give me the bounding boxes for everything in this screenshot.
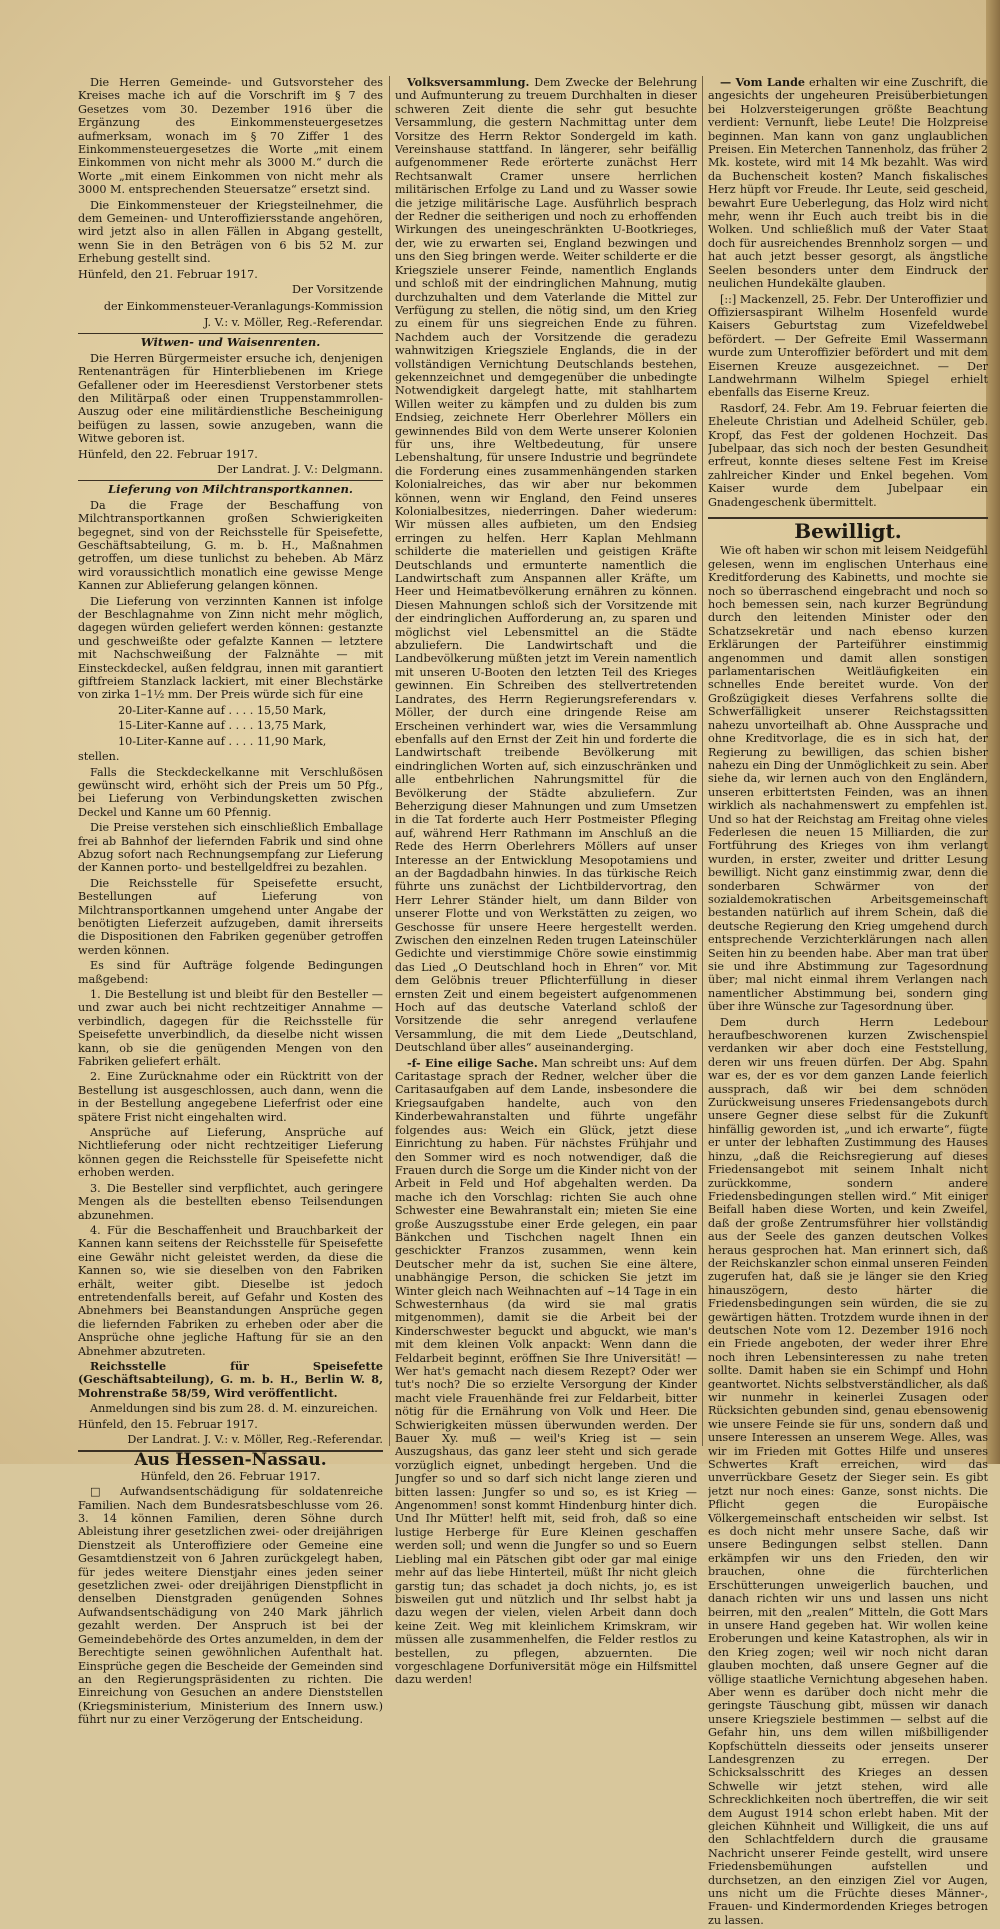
- article: [708, 76, 988, 291]
- paragraph: Falls die Steckdeckelkanne mit Verschlußösen gewünscht wird, erhöht sich der Preis um 50 Pfg., bei Lieferung von Verbindungsketten zwischen Deckel und Kanne um 60 Pfennig.: [78, 765, 383, 819]
- paragraph: Anmeldungen sind bis zum 28. d. M. einzureichen.: [90, 1402, 378, 1416]
- dateline: Hünfeld, den 22. Februar 1917.: [78, 447, 258, 461]
- section-heading: Aus Hessen-Nassau.: [78, 1450, 383, 1467]
- paragraph: 3. Die Besteller sind verpflichtet, auch geringere Mengen als die bestellten ebenso Teilsendungen abzunehmen.: [78, 1181, 383, 1222]
- signature: Der Vorsitzende: [292, 283, 383, 297]
- paragraph: Ansprüche auf Lieferung, Ansprüche auf Nichtlieferung oder nicht rechtzeitiger Lieferung können gegen die Reichsstelle für Speisefette nicht erhoben werden.: [78, 1126, 383, 1180]
- paragraph: Die Herren Bürgermeister ersuche ich, denjenigen Rentenanträgen für Hinterbliebenen im Kriege Gefallener oder im Heeresdienst Verstorbener stets den Militärpaß oder einen Truppenstammrollen-Auszug oder eine militärdienstliche Bescheinigung beifügen zu lassen, sowie anzugeben, wann die Witwe geboren ist.: [78, 351, 383, 446]
- dateline: Hünfeld, den 15. Februar 1917.: [78, 1417, 258, 1431]
- signature: J. V.: v. Möller, Reg.-Referendar.: [203, 315, 383, 329]
- signature: der Einkommensteuer-Veranlagungs-Kommission: [103, 299, 383, 313]
- paragraph: Es sind für Aufträge folgende Bedingungen maßgebend:: [78, 959, 383, 986]
- price-line: 20-Liter-Kanne auf . . . . 15,50 Mark,: [118, 703, 327, 717]
- paragraph: Die Reichsstelle für Speisefette ersucht, Bestellungen auf Lieferung von Milchtransportkannen umgehend unter Angabe der benötigten Lieferzeit aufzugeben, damit ihrerseits die Dispositionen den Fabriken gegenüber getroffen werden können.: [78, 876, 383, 957]
- dateline: Hünfeld, den 21. Februar 1917.: [78, 267, 258, 281]
- dateline: Hünfeld, den 26. Februar 1917.: [140, 1469, 321, 1483]
- article-body: Dem Zwecke der Belehrung und Aufmunterung zu treuem Durchhalten in dieser schweren Zeit diente die sehr gut besuchte Versammlung, die gestern Nachmittag unter dem Vorsitze des Herrn Rektor Sondergeld im kath. Vereinshause stattfand. In längerer, sehr beifällig aufgenommener Rede erörterte zunächst Herr Rechtsanwalt Cramer unsere herrlichen militärischen Erfolge zu Land und zu Wasser sowie die jetzige militärische Lage. Ausführlich besprach der Redner die seitherigen und noch zu erhoffenden Wirkungen des uneingeschränkten U-Bootkrieges, der, wie zu erwarten sei, England bezwingen und uns den Sieg bringen werde. Weiter schilderte er die Kriegsziele unserer Feinde, namentlich Englands und schloß mit der eindringlichen Mahnung, mutig durchzuhalten und dem Vaterlande die Mittel zur Verfügung zu stellen, die nötig sind, um den Krieg zu einem für uns siegreichen Ende zu führen. Nachdem auch der Vorsitzende die geradezu wahnwitzigen Kriegsziele Englands, die in der vollständigen Vernichtung Deutschlands bestehen, gekennzeichnet und demgegenüber die unbedingte Notwendigkeit dargelegt hatte, mit stahlhartem Willen weiter zu kämpfen und zu dulden bis zum Endsieg, zeichnete Herr Oberlehrer Möllers ein gewinnendes Bild von dem Werte unserer Kolonien für uns, ihre Weltbedeutung, für unsere Lebenshaltung, für unsere Industrie und begründete die Forderung eines zusammenhängenden starken Kolonialreiches, das wir aber nur bekommen können, wenn wir England, den Feind unseres Kolonialbesitzes, niederringen. Daher wiederum: Wir müssen alles aufbieten, um den Endsieg erringen zu helfen. Herr Kaplan Mehlmann schilderte die materiellen und geistigen Kräfte Deutschlands und ermunterte namentlich die Landwirtschaft zum Anspannen aller Kräfte, um Heer und Heimatbevölkerung ernähren zu können. Diesen Mahnungen schloß sich der Vorsitzende mit der eindringlichen Aufforderung an, zu sparen und möglichst viel Lebensmittel an die Städte abzuliefern. Die Landwirtschaft und die Landbevölkerung müßten jetzt im Verein namentlich mit unseren U-Booten den letzten Teil des Krieges gewinnen. Ein Schreiben des stellvertretenden Landrates, des Herrn Regierungsreferendars v. Möller, der durch eine dringende Reise am Erscheinen verhindert war, wies die Versammlung ebenfalls auf den Ernst der Zeit hin und forderte die Landwirtschaft treibende Bevölkerung mit eindringlichen Worten auf, sich einzuschränken und alle entbehrlichen Nahrungsmittel für die Bevölkerung der Städte abzuliefern. Zur Beherzigung dieser Mahnungen und zum Umsetzen in die Tat forderte auch Herr Postmeister Pfleging auf, während Herr Rathmann im Anschluß an die Rede des Herrn Oberlehrers Möllers auf unser Interesse an der Entwicklung Mesopotamiens und an der Bagdadbahn hinwies. In das türkische Reich führte uns zunächst der Lichtbildervortrag, den Herr Lehrer Ständer hielt, um dann Bilder von unserer Flotte und von Werkstätten zu zeigen, wo Geschosse für unsere Heere hergestellt werden. Zwischen den einzelnen Reden trugen Lateinschüler Gedichte und vierstimmige Chöre sowie einstimmig das Lied „O Deutschland hoch in Ehren“ vor. Mit dem Gelöbnis treuer Pflichterfüllung in dieser ernsten Zeit und einem begeistert aufgenommenen Hoch auf das deutsche Vaterland schloß der Vorsitzende die sehr anregend verlaufene Versammlung, die mit dem Liede „Deutschland, Deutschland über alles“ auseinanderging.: [395, 76, 697, 1055]
- column-rule: [702, 76, 703, 1446]
- paragraph: [::] Mackenzell, 25. Febr. Der Unteroffizier und Offiziersaspirant Wilhelm Hosenfeld wurde Kaisers Geburtstag zum Vizefeldwebel befördert. — Der Gefreite Emil Wassermann wurde zum Unteroffizier befördert und mit dem Eisernen Kreuze ausgezeichnet. — Der Landwehrmann Wilhelm Spiegel erhielt ebenfalls das Eiserne Kreuz.: [708, 292, 988, 400]
- paragraph: stellen.: [78, 750, 120, 764]
- paragraph: Die Preise verstehen sich einschließlich Emballage frei ab Bahnhof der liefernden Fabrik und sind ohne Abzug sofort nach Rechnungsempfang zur Lieferung der Kannen porto- und bestellgeldfrei zu bezahlen.: [78, 821, 383, 875]
- paragraph: Die Einkommensteuer der Kriegsteilnehmer, die dem Gemeinen- und Unteroffiziersstande angehören, wird jetzt also in allen Fällen in Abgang gestellt, wenn Sie in den Beträgen von 6 bis 52 M. zur Erhebung gestellt sind.: [78, 198, 383, 266]
- column-2: [395, 76, 697, 1689]
- signature: Der Landrat. J. V.: v. Möller, Reg.-Referendar.: [127, 1433, 383, 1446]
- price-line: 10-Liter-Kanne auf . . . . 11,90 Mark,: [118, 734, 327, 748]
- article-body: erhalten wir eine Zuschrift, die angesichts der ungeheuren Preisüberbietungen bei Holzversteigerungen größte Beachtung verdient: Vernunft, liebe Leute! Die Holzpreise beginnen. Man kann von ganz unglaublichen Preisen. Ein Meterchen Tannenholz, das früher 2 Mk. kostete, wird mit 14 Mk bezahlt. Was wird da Buchenscheit kosten? Manch fiskalisches Herz hüpft vor Freude. Ihr Leute, seid gescheid, bewahrt Eure Ueberlegung, das Holz wird nicht mehr, wenn ihr Euch auch treibt bis in die Wolken. Und schließlich muß der Vater Staat doch für ausreichendes Brennholz sorgen — und hat auch jetzt besser gesorgt, als ängstliche Seelen besonders unter dem Eindruck der neulichen Hundekälte glauben.: [708, 76, 988, 291]
- article-lead: -f- Eine eilige Sache.: [407, 1055, 538, 1070]
- paragraph: Rasdorf, 24. Febr. Am 19. Februar feierten die Eheleute Christian und Adelheid Schüler, geb. Kropf, das Fest der goldenen Hochzeit. Das Jubelpaar, das sich noch der besten Gesundheit erfreut, konnte dieses seltene Fest im Kreise zahlreicher Kinder und Enkel begehen. Vom Kaiser wurde dem Jubelpaar ein Gnadengeschenk übermittelt.: [708, 401, 988, 509]
- paragraph: Die Lieferung von verzinnten Kannen ist infolge der Beschlagnahme von Zinn nicht mehr möglich, dagegen würden geliefert werden können: gestanzte und geschweißte oder gefalzte Kannen — letztere mit Nachschweißung der Falznähte — mit Einsteckdeckel, außen feldgrau, innen mit garantiert giftfreiem Stanzlack lackiert, mit einer Blechstärke von zirka 1–1½ mm. Der Preis würde sich für eine: [78, 594, 383, 702]
- article-lead: — Vom Lande: [720, 76, 806, 89]
- paragraph: 2. Eine Zurücknahme oder ein Rücktritt von der Bestellung ist ausgeschlossen, auch dann, wenn die in der Bestellung angegebene Lieferfrist oder eine spätere Frist nicht eingehalten wird.: [78, 1070, 383, 1124]
- column-3: [708, 76, 988, 1929]
- section-heading: Bewilligt.: [708, 517, 988, 538]
- article-body: Man schreibt uns: Auf dem Caritastage sprach der Redner, welcher über die Caritasaufgaben auf dem Lande, insbesondere die Kriegsaufgaben handelte, auch von den Kinderbewahranstalten und führte ungefähr folgendes aus: Weich ein Glück, jetzt diese Einrichtung zu haben. Für nächstes Frühjahr und den Sommer wird es noch notwendiger, daß die Frauen durch die Sorge um die Kinder nicht von der Arbeit in Feld und Hof abgehalten werden. Da mache ich den Vorschlag: richten Sie auch ohne Schwester eine Bewahranstalt ein; mieten Sie eine große Auszugsstube einer Erde gelegen, ein paar Bänkchen und Tischchen nagelt Ihnen ein geschickter Franzos zusammen, wenn kein Deutscher mehr da ist, suchen Sie eine ältere, unabhängige Person, die schicken Sie jetzt im Winter gleich nach Weihnachten auf ~14 Tage in ein Schwesternhaus (da wird sie mal gratis mitgenommen), damit sie die Arbeit bei der Kinderschwester beguckt und abguckt, wie man's mit dem kleinen Volk anpackt: Wenn dann die Feldarbeit beginnt, eröffnen Sie Ihre Universität! — Wer hat's gemacht nach diesem Rezept? Oder wer tut's noch? Die so erzielte Versorgung der Kinder macht viele Frauenhände frei zur Feldarbeit, bitter nötig für die Ernährung von Volk und Heer. Die Schwierigkeiten müssen überwunden werden. Der Bauer Xy. muß — weil's Krieg ist — sein Auszugshaus, das ganz leer steht und sich gerade vorzüglich eignet, unbedingt hergeben. Und die Jungfer so und so darf sich nicht lange zieren und bitten lassen: Jungfer so und so, es ist Krieg — Angenommen! sonst kommt Hindenburg hinter dich. Und Ihr Mütter! helft mit, seid froh, daß so eine lustige Herberge für Eure Kleinen geschaffen werden soll; und wenn die Jungfer so und so Euern Liebling mal ein Pätschen gibt oder gar mal einige mehr auf das liebe Hinterteil, müßt Ihr nicht gleich garstig tun; das schadet ja doch nichts, jo, es ist bisweilen gut und nützlich und Ihr selbst habt ja dazu wegen der vielen, vielen Arbeit dann doch keine Zeit. Weg mit kleinlichem Krimskram, wir müssen alle zusammenhelfen, die Felder restlos zu bestellen, zu pflegen, abzuernten. Die vorgeschlagene Dorfuniversität möge ein Hilfsmittel dazu werden!: [395, 1056, 697, 1687]
- article-lead: Volksversammlung.: [407, 76, 530, 89]
- column-rule: [389, 76, 390, 1446]
- paragraph: Da die Frage der Beschaffung von Milchtransportkannen großen Schwierigkeiten begegnet, sind von der Reichsstelle für Speisefette, Geschäftsabteilung, G. m. b. H., Maßnahmen getroffen, um diese tunlichst zu beheben. Ab März wird voraussichtlich monatlich eine gewisse Menge Kannen zur Ablieferung gelangen können.: [78, 498, 383, 593]
- paragraph: Reichsstelle für Speisefette (Geschäftsabteilung), G. m. b. H., Berlin W. 8, Mohrenstraße 58/59, Wird veröffentlicht.: [78, 1358, 383, 1400]
- page-edge: [986, 0, 1000, 1464]
- paragraph: 4. Für die Beschaffenheit und Brauchbarkeit der Kannen kann seitens der Reichsstelle für Speisefette eine Gewähr nicht geleistet werden, da diese die Kannen so, wie sie dieselben von den Fabriken erhält, weiter gibt. Dieselbe ist jedoch entretendenfalls bereit, auf Gefahr und Kosten des Abnehmers bei Beanstandungen Ansprüche gegen die liefernden Fabriken zu erheben oder aber die Ansprüche ohne jegliche Haftung für sie an den Abnehmer abzutreten.: [78, 1223, 383, 1358]
- paragraph: Dem durch Herrn Ledebour heraufbeschworenen kurzen Zwischenspiel verdanken wir aber doch eine Feststellung, deren wir uns freuen dürfen. Der Abg. Spahn war es, der es vor dem ganzen Lande feierlich aussprach, daß wir bei dem schnöden Zurückweisung unseres Friedensangebots durch unsere Gegner diese selbst für die Zukunft hinfällig geworden ist, „und ich erwarte“, fügte er unter der lebhaften Zustimmung des Hauses hinzu, „daß die Reichsregierung auf dieses Friedensangebot mit seinem Inhalt nicht zurückkomme, sondern andere Friedensbedingungen stellen wird.“ Mit einiger Beifall haben diese Worten, und kein Zweifel, daß der große Zentrumsführer hier vollständig aus der Seele des ganzen deutschen Volkes heraus gesprochen hat. Man erinnert sich, daß der Reichskanzler schon einmal unseren Feinden zugerufen hat, daß sie je länger sie den Krieg hinauszögern, desto härter die Friedensbedingungen sein würden, die sie zu gewärtigen hätten. Trotzdem wurde ihnen in der deutschen Note vom 12. Dezember 1916 noch ein Friede angeboten, der weder ihrer Ehre noch ihren Lebensinteressen zu nahe treten sollte. Damit haben sie ein Schimpf und Hohn geantwortet. Nichts selbstverständlicher, als daß wir nunmehr in keinerlei Zusagen oder Rücksichten gebunden sind, genau ebensowenig wie unsere Feinde sie für uns, sondern daß und unsere Interessen an unserem Wege. Alles, was wir im Frieden mit Gottes Hilfe und unseres Schwertes Kraft erreichen, wird das unverrückbare Gesetz der Sieger sein. Es gibt jetzt nur noch eines: Ganze, sonst nichts. Die Pflicht gegen die Europäische Völkergemeinschaft entscheiden wir selbst. Ist es doch nicht mehr unsere Sache, daß wir unsere Bedingungen selbst stellen. Dann erkämpfen wir uns den Frieden, den wir brauchen, ohne die fürchterlichen Erschütterungen unweigerlich bauchen, und danach richten wir uns und lassen uns nicht beirren, mit den „realen“ Mitteln, die Gott Mars in unsere Hand gegeben hat. Wir wollen keine Eroberungen und keine Katastrophen, als wir in den Krieg zogen; weil wir noch nicht daran glauben mochten, daß unsere Gegner auf die völlige staatliche Vernichtung abgesehen haben. Aber wenn es darüber doch nicht mehr die geringste Täuschung gibt, müssen wir danach unsere Kriegsziele bestimmen — selbst auf die Gefahr hin, uns dem willen mißbilligender Kopfschütteln diesseits oder jenseits unserer Landesgrenzen zu erregen. Der Schicksalsschritt des Krieges an dessen Schwelle wir jetzt stehen, wird alle Schrecklichkeiten noch übertreffen, die wir seit dem August 1914 schon erlebt haben. Mit der gleichen Kühnheit und Willigkeit, die uns auf den Schlachtfeldern durch die grausame Nachricht unserer Feinde gestellt, wird unsere Friedensbemühungen aufstellen und durchsetzen, an den einzigen Ziel vor Augen, uns nicht um die Früchte dieses Männer-, Frauen- und Kindermordenden Krieges betrogen zu lassen.: [708, 1015, 988, 1927]
- article: [395, 1057, 697, 1687]
- paragraph: Die Herren Gemeinde- und Gutsvorsteher des Kreises mache ich auf die Vorschrift im § 7 des Gesetzes vom 30. Dezember 1916 über die Ergänzung des Einkommensteuergesetzes aufmerksam, wonach im § 70 Ziffer 1 des Einkommensteuergesetzes die Worte „mit einem Einkommen von nicht mehr als 3000 M.“ durch die Worte „mit einem Einkommen von nicht mehr als 3000 M. entsprechenden Steuersatze“ ersetzt sind.: [78, 76, 383, 197]
- price-line: 15-Liter-Kanne auf . . . . 13,75 Mark,: [118, 719, 327, 733]
- notice-heading: Witwen- und Waisenrenten.: [78, 333, 383, 349]
- paragraph: Wie oft haben wir schon mit leisem Neidgefühl gelesen, wenn im englischen Unterhaus eine Kreditforderung des Kabinetts, und mochte sie noch so überraschend eingebracht und noch so hoch bemessen sein, nach kurzer Begründung durch den leitenden Minister oder den Schatzsekretär und nach ebenso kurzen Erklärungen der Parteiführer einstimmig angenommen und damit allen sonstigen parlamentarischen Weitläufigkeiten ein schnelles Ende bereitet wurde. Von der Großzügigkeit dieses Verfahrens sollte die Schwerfälligkeit unserer Reichstagssitten nahezu unvorteilhaft ab. Ohne Aussprache und ohne Kreditvorlage, die es in sich hat, der Regierung zu bewilligen, das schien bisher nahezu ein Ding der Unmöglichkeit zu sein. Aber siehe da, wir lernen auch von den Engländern, unseren erbittertsten Feinden, was an ihnen wirklich als nachahmenswert zu empfehlen ist. Und so hat der Reichstag am Freitag ohne vieles Federlesen die neuen 15 Milliarden, die zur Fortführung des Krieges von ihm verlangt wurden, in erster, zweiter und dritter Lesung bewilligt. Nicht ganz einstimmig zwar, denn die sonderbaren Schwärmer von der sozialdemokratischen Arbeitsgemeinschaft bestanden natürlich auf ihrem Schein, daß die deutsche Regierung den Krieg umgehend durch entsprechende Verzichterklärungen nach allen Seiten hin zu beenden habe. Aber man trat über sie und ihre Abstimmung zur Tagesordnung über; mal nicht einmal ihrem Verlangen nach namentlicher Abstimmung bei, sondern ging über ihre Wünsche zur Tagesordnung über.: [708, 544, 988, 1014]
- notice-heading: Lieferung von Milchtransportkannen.: [78, 480, 383, 496]
- paragraph: 1. Die Bestellung ist und bleibt für den Besteller — und zwar auch bei nicht rechtzeitiger Annahme — verbindlich, dagegen für die Reichsstelle für Speisefette unverbindlich, da dieselbe nicht wissen kann, ob sie die genügenden Mengen von den Fabriken geliefert erhält.: [78, 988, 383, 1069]
- paragraph: □ Aufwandsentschädigung für soldatenreiche Familien. Nach dem Bundesratsbeschlusse vom 26. 3. 14 können Familien, deren Söhne durch Ableistung ihrer gesetzlichen zwei- oder dreijährigen Dienstzeit als Unteroffiziere oder Gemeine eine Gesamtdienstzeit von 6 Jahren zurückgelegt haben, für jedes weitere Dienstjahr eines jeden seiner gesetzlichen zwei- oder dreijährigen Dienstpflicht in denselben Dienstgraden genügenden Sohnes Aufwandsentschädigung von 240 Mark jährlich gezahlt werden. Der Anspruch ist bei der Gemeindebehörde des Ortes anzumelden, in dem der Berechtigte seinen gewöhnlichen Aufenthalt hat. Einsprüche gegen die Bescheide der Gemeinden sind an den Regierungspräsidenten zu richten. Die Einreichung von Gesuchen an andere Dienststellen (Kriegsministerium, Ministerium des Innern usw.) führt nur zu einer Verzögerung der Entscheidung.: [78, 1485, 383, 1727]
- signature: Der Landrat. J. V.: Delgmann.: [217, 462, 383, 476]
- article: [395, 76, 697, 1055]
- column-1: [78, 76, 383, 1729]
